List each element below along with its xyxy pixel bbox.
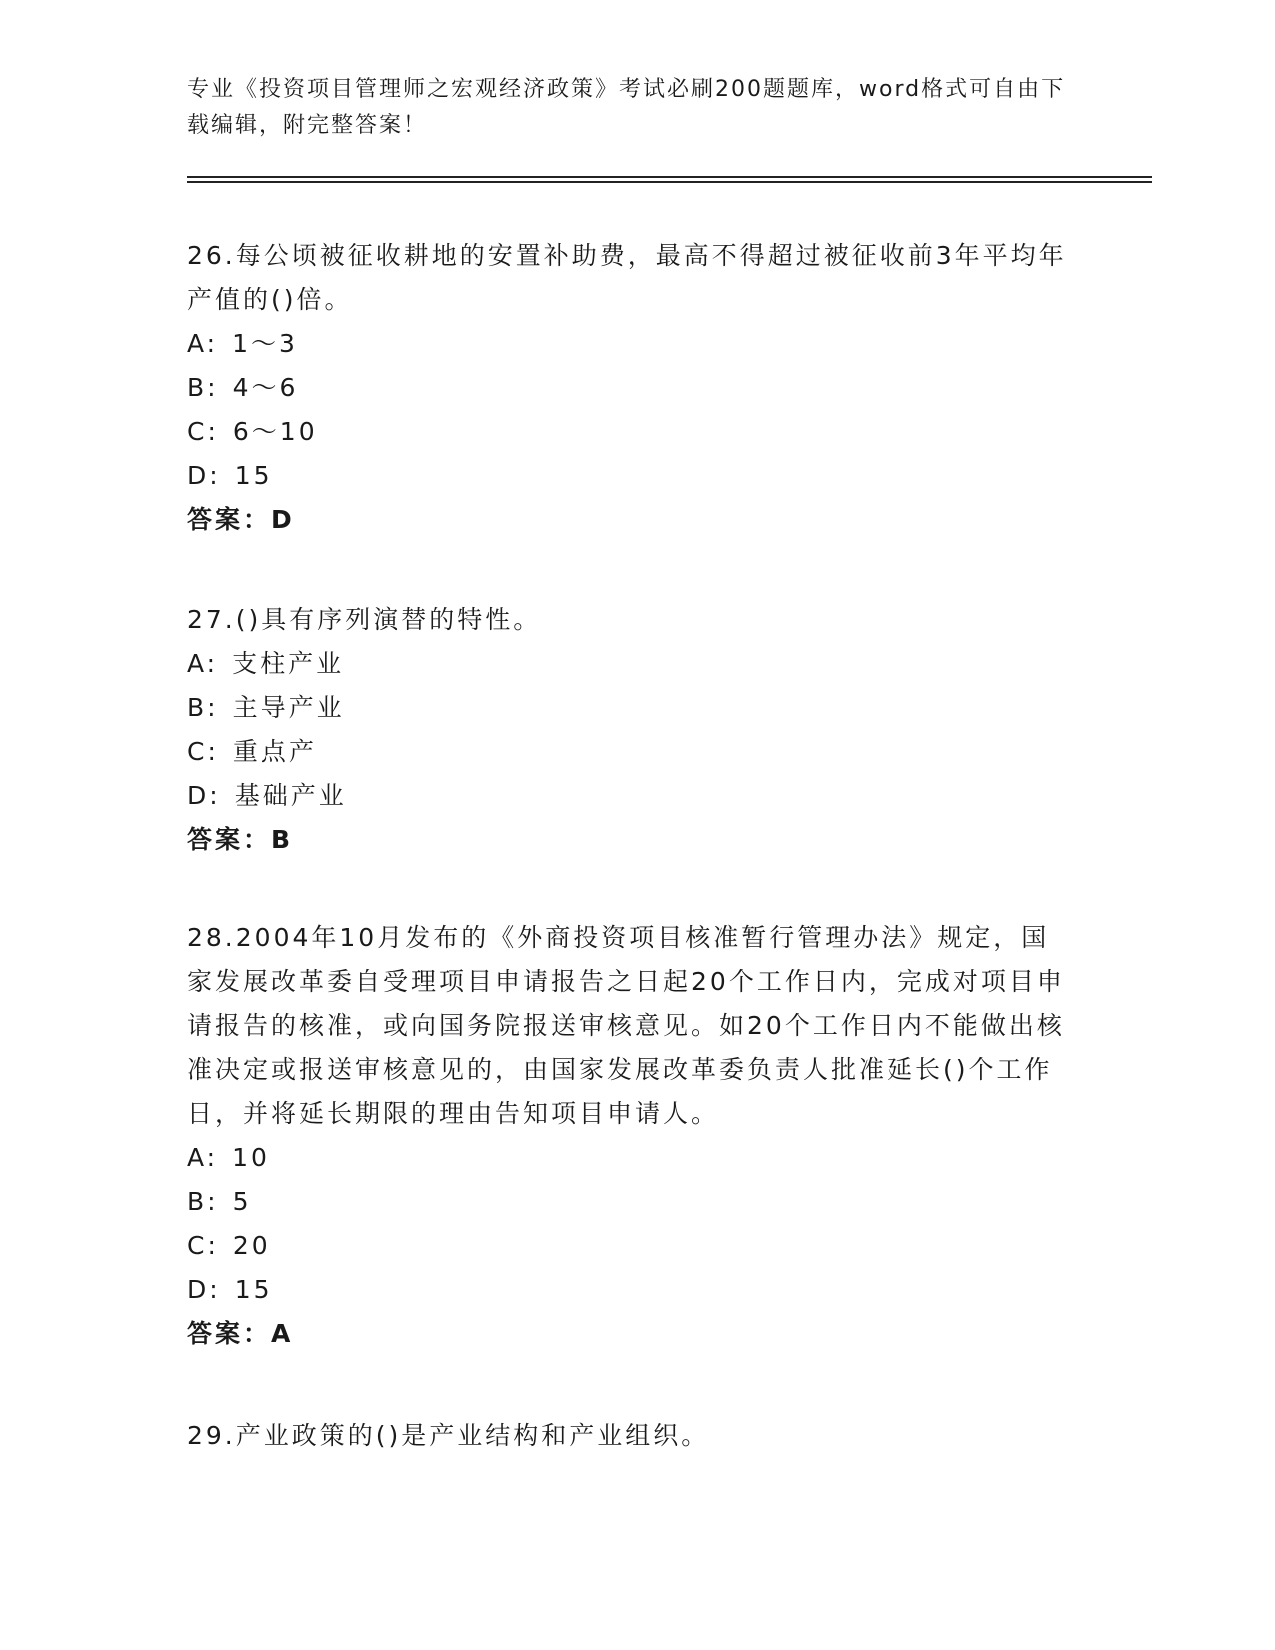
option-key: C: <box>187 417 219 446</box>
option-text: 15 <box>234 461 273 490</box>
answer-line: 答案：D <box>187 505 295 534</box>
option-key: D: <box>187 781 221 810</box>
option-d <box>187 454 1067 498</box>
option-text: 支柱产业 <box>232 649 345 678</box>
option-text: 10 <box>232 1143 270 1172</box>
option-b <box>187 366 1067 410</box>
question-stem: 27.()具有序列演替的特性。 <box>187 605 542 634</box>
answer-line: 答案：A <box>187 1319 294 1348</box>
question-stem: 29.产业政策的()是产业结构和产业组织。 <box>187 1421 710 1450</box>
option-key: B: <box>187 1187 219 1216</box>
option-a <box>187 1136 1067 1180</box>
option-c <box>187 410 1067 454</box>
option-b <box>187 1180 1067 1224</box>
option-key: C: <box>187 737 219 766</box>
option-key: D: <box>187 1275 221 1304</box>
option-key: B: <box>187 693 219 722</box>
question-29 <box>187 1414 1067 1458</box>
option-text: 主导产业 <box>232 693 345 722</box>
option-a <box>187 322 1067 366</box>
header-divider-top <box>187 176 1152 178</box>
question-28 <box>187 916 1067 1356</box>
option-key: B: <box>187 373 219 402</box>
option-text: 15 <box>234 1275 273 1304</box>
document-header: 专业《投资项目管理师之宏观经济政策》考试必刷200题题库，word格式可自由下载编辑，附完整答案！ <box>187 77 1066 138</box>
option-a <box>187 642 1067 686</box>
option-text: 6～10 <box>232 417 318 446</box>
option-key: C: <box>187 1231 219 1260</box>
answer-line: 答案：B <box>187 825 294 854</box>
option-c <box>187 730 1067 774</box>
option-key: A: <box>187 1143 219 1172</box>
option-key: A: <box>187 329 219 358</box>
option-key: A: <box>187 649 219 678</box>
option-d <box>187 774 1067 818</box>
question-26 <box>187 234 1067 542</box>
option-text: 基础产业 <box>234 781 347 810</box>
header-divider-bottom <box>187 181 1152 183</box>
option-text: 20 <box>232 1231 271 1260</box>
option-text: 1～3 <box>232 329 298 358</box>
option-d <box>187 1268 1067 1312</box>
question-stem: 28.2004年10月发布的《外商投资项目核准暂行管理办法》规定，国家发展改革委自受理项目申请报告之日起20个工作日内，完成对项目申请报告的核准，或向国务院报送审核意见。如20个工作日内不能做出核准决定或报送审核意见的，由国家发展改革委负责人批准延长()个工作日，并将延长期限的理由告知项目申请人。 <box>187 923 1065 1128</box>
option-text: 5 <box>232 1187 252 1216</box>
option-b <box>187 686 1067 730</box>
option-text: 重点产 <box>232 737 317 766</box>
option-c <box>187 1224 1067 1268</box>
question-stem: 26.每公顷被征收耕地的安置补助费，最高不得超过被征收前3年平均年产值的()倍。 <box>187 241 1067 314</box>
option-key: D: <box>187 461 221 490</box>
question-27 <box>187 598 1067 862</box>
option-text: 4～6 <box>232 373 299 402</box>
